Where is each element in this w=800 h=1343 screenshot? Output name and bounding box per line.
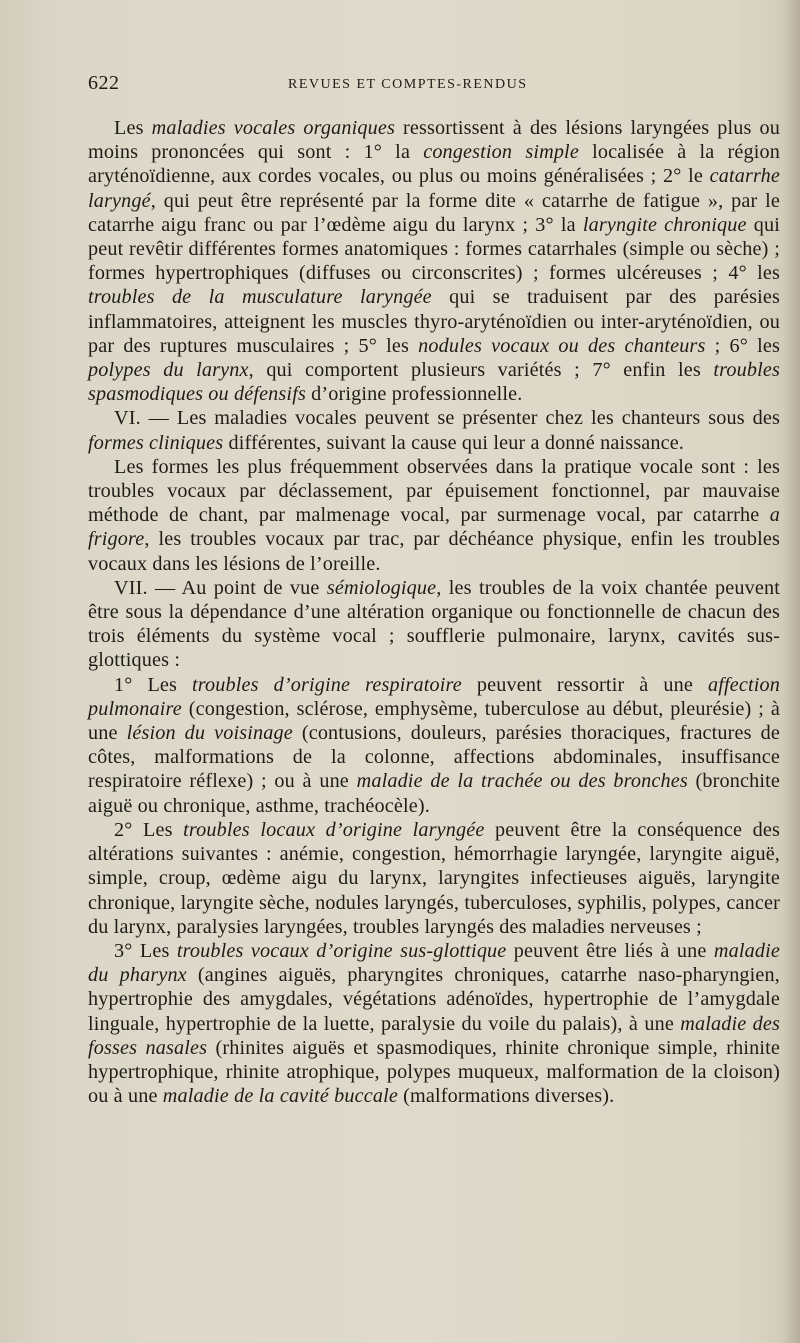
paragraph-organic-diseases: Les maladies vocales organiques ressortissent à des lésions laryngées plus ou moins prononcées qui sont : 1° la congestion simple localisée à la région aryténoïdienne, aux cordes vocales, ou plus ou moins généralisées ; 2° le catarrhe laryngé, qui peut être représenté par la forme dite « catarrhe de fatigue », par le catarrhe aigu franc ou par l’œdème aigu du larynx ; 3° la laryngite chronique qui peut revêtir différentes formes anatomiques : formes catarrhales (simple ou sèche) ; formes hypertrophiques (diffuses ou circonscrites) ; formes ulcéreuses ; 4° les troubles de la musculature laryngée qui se traduisent par des parésies inflammatoires, atteignent les muscles thyro-aryténoïdien ou inter-aryténoïdien, ou par des ruptures musculaires ; 5° les nodules vocaux ou des chanteurs ; 6° les polypes du larynx, qui comportent plusieurs variétés ; 7° enfin les troubles spasmodiques ou défensifs d’origine professionnelle. xyxy=(88,117,781,406)
page-edge-shadow xyxy=(782,0,800,1343)
running-head: REVUES ET COMPTES-RENDUS xyxy=(288,77,528,92)
page-number: 622 xyxy=(88,72,120,94)
page-header xyxy=(88,72,778,102)
paragraph-supraglottic-disorders: 3° Les troubles vocaux d’origine sus-glottique peuvent être liés à une maladie du pharynx (angines aiguës, pharyngites chroniques, catarrhe naso-pharyngien, hypertrophie des amygdales, végétations adénoïdes, hypertrophie de l’amygdale linguale, hypertrophie de la luette, paralysie du voile du palais), à une maladie des fosses nasales (rhinites aiguës et spasmodiques, rhinite chronique simple, rhinite hypertrophique, rhinite atrophique, polypes muqueux, malformation de la cloison) ou à une maladie de la cavité buccale (malformations diverses). xyxy=(88,939,780,1108)
paragraph-section-vi: VI. — Les maladies vocales peuvent se présenter chez les chanteurs sous des formes cliniques différentes, suivant la cause qui leur a donné naissance. xyxy=(88,407,780,454)
paragraph-laryngeal-disorders: 2° Les troubles locaux d’origine laryngée peuvent être la conséquence des altérations suivantes : anémie, congestion, hémorrhagie laryngée, laryngite aiguë, simple, croup, œdème aigu du larynx, laryngites infectieuses aiguës, laryngite chronique, laryngite sèche, nodules laryngés, tuberculoses, syphilis, polypes, cancer du larynx, paralysies laryngées, troubles laryngés des maladies nerveuses ; xyxy=(88,818,780,938)
paragraph-common-forms: Les formes les plus fréquemment observées dans la pratique vocale sont : les troubles vocaux par déclassement, par épuisement fonctionnel, par mauvaise méthode de chant, par malmenage vocal, par surmenage vocal, par catarrhe a frigore, les troubles vocaux par trac, par déchéance physique, enfin les troubles vocaux dans les lésions de l’oreille. xyxy=(88,455,780,575)
paragraph-respiratory-disorders: 1° Les troubles d’origine respiratoire peuvent ressortir à une affection pulmonaire (congestion, sclérose, emphysème, tuberculose au début, pleurésie) ; à une lésion du voisinage (contusions, douleurs, parésies thoraciques, fractures de côtes, malformations de la colonne, affections abdominales, insuffisance respiratoire réflexe) ; ou à une maladie de la trachée ou des bronches (bronchite aiguë ou chronique, asthme, trachéocèle). xyxy=(88,673,781,817)
paragraph-section-vii: VII. — Au point de vue sémiologique, les troubles de la voix chantée peuvent être sous la dépendance d’une altération organique ou fonctionnelle de chacun des trois éléments du système vocal ; soufflerie pulmonaire, larynx, cavités sus-glottiques : xyxy=(88,576,780,672)
body-text xyxy=(88,116,780,1108)
